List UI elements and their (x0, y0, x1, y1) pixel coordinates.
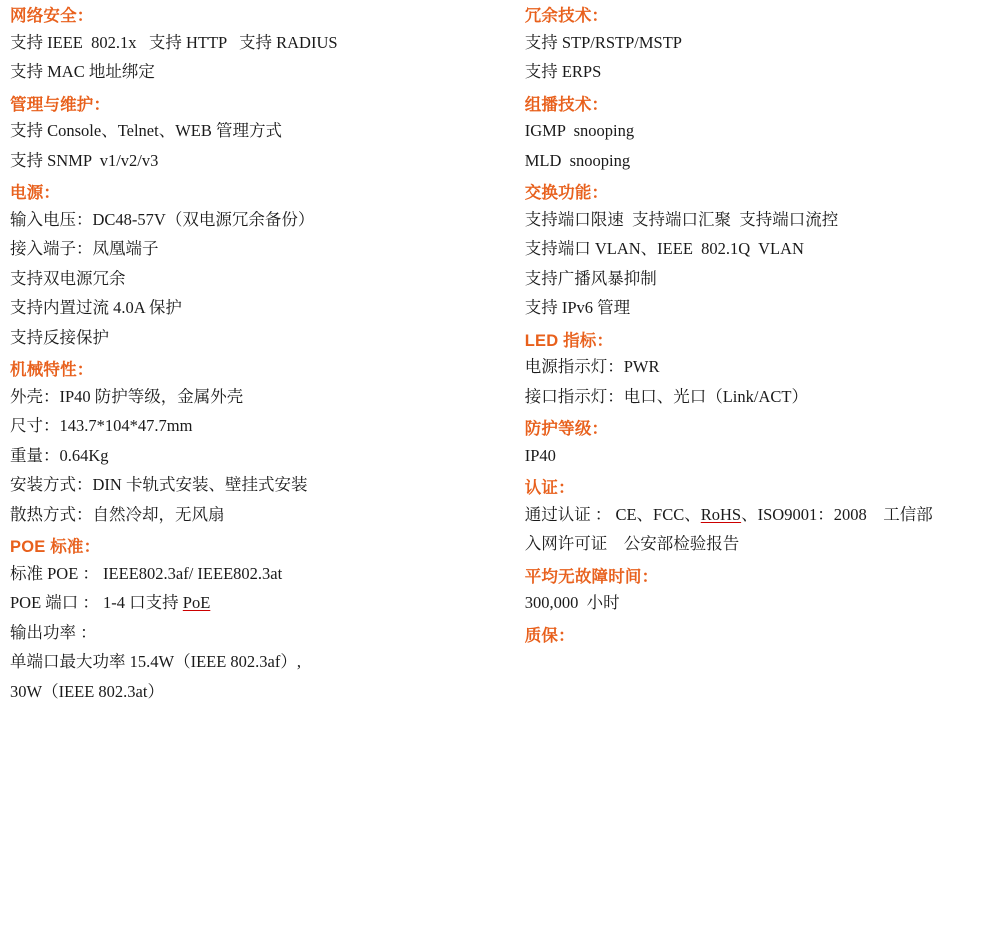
section-line: 支持 IPv6 管理 (524, 298, 631, 317)
section-switching-function (525, 185, 977, 317)
right-column (525, 8, 977, 654)
section-network-security (10, 8, 517, 81)
section-line: IP40 (524, 445, 556, 465)
left-column (10, 8, 525, 713)
section-line: 支持 MAC 地址绑定 (10, 62, 155, 81)
section-line: 接口指示灯：电口、光口（Link/ACT） (524, 386, 808, 406)
section-line: 通过认证 ： CE、FCC、RoHS、ISO9001：2008 工信部 (524, 504, 933, 524)
section-poe-standard (10, 539, 517, 700)
section-line: IGMP snooping (524, 121, 635, 140)
section-title: 冗余技术： (524, 7, 609, 25)
section-line: 支持端口限速 支持端口汇聚 支持端口流控 (524, 209, 839, 229)
section-title: 网络安全： (10, 7, 94, 25)
section-protection-level (525, 421, 977, 464)
section-line: 支持 IEEE 802.1x 支持 HTTP 支持 RADIUS (10, 32, 338, 52)
section-multicast-technology (525, 97, 977, 170)
underlined-term: RoHS (700, 504, 742, 524)
section-certification (525, 480, 977, 553)
section-line: 标准 POE ： IEEE802.3af/ IEEE802.3at (10, 563, 283, 583)
section-line: 支持广播风暴抑制 (524, 268, 657, 288)
section-line: 重量：0.64Kg (10, 445, 109, 465)
section-line: 接入端子：凤凰端子 (10, 239, 159, 258)
section-title: 组播技术： (524, 95, 609, 114)
section-power-supply (10, 185, 517, 346)
section-line: 支持 Console、Telnet、WEB 管理方式 (10, 121, 282, 140)
section-title: 交换功能： (524, 184, 609, 202)
section-title: 认证： (524, 479, 575, 497)
section-line: 安装方式：DIN 卡轨式安装、壁挂式安装 (10, 475, 308, 494)
section-line: 支持 SNMP v1/v2/v3 (10, 150, 159, 170)
section-line: 支持端口 VLAN、IEEE 802.1Q VLAN (524, 239, 804, 258)
section-redundancy-technology (525, 8, 977, 81)
section-led-indicator (525, 333, 977, 406)
section-title: 管理与维护： (10, 95, 111, 114)
section-line: 尺寸：143.7*104*47.7mm (10, 416, 193, 435)
section-line: 300,000 小时 (524, 593, 620, 612)
section-title: 机械特性： (10, 361, 94, 379)
section-title: 平均无故障时间： (524, 567, 659, 586)
section-line: 支持双电源冗余 (10, 268, 126, 288)
section-title: 电源： (10, 184, 61, 202)
section-line: 外壳：IP40 防护等级，金属外壳 (10, 386, 244, 406)
underlined-term: PoE (182, 593, 211, 612)
section-title: 防护等级： (524, 420, 609, 438)
section-line: 散热方式：自然冷却，无风扇 (10, 504, 225, 524)
section-line: 支持 ERPS (524, 62, 602, 81)
section-title: 质保： (524, 626, 575, 645)
section-warranty (525, 628, 977, 645)
section-management-maintenance (10, 97, 517, 170)
two-column-layout (10, 8, 977, 713)
section-line: 单端口最大功率 15.4W（IEEE 802.3af）, (10, 652, 301, 671)
section-title: LED 指标： (524, 331, 614, 350)
section-line: 输出功率 ： (10, 622, 97, 642)
section-line: MLD snooping (524, 150, 631, 170)
section-line: 支持反接保护 (10, 327, 109, 347)
section-title: POE 标准： (10, 538, 101, 556)
section-mtbf (525, 569, 977, 612)
section-line: 入网许可证 公安部检验报告 (524, 534, 740, 553)
section-line: 30W（IEEE 802.3at） (10, 681, 164, 701)
section-mechanical-characteristics (10, 362, 517, 523)
section-line: 电源指示灯：PWR (524, 357, 660, 376)
section-line: 输入电压：DC48-57V（双电源冗余备份） (10, 209, 315, 229)
section-line: POE 端口 ： 1-4 口支持 PoE (10, 593, 211, 612)
section-line: 支持 STP/RSTP/MSTP (524, 32, 682, 52)
section-line: 支持内置过流 4.0A 保护 (10, 298, 182, 317)
